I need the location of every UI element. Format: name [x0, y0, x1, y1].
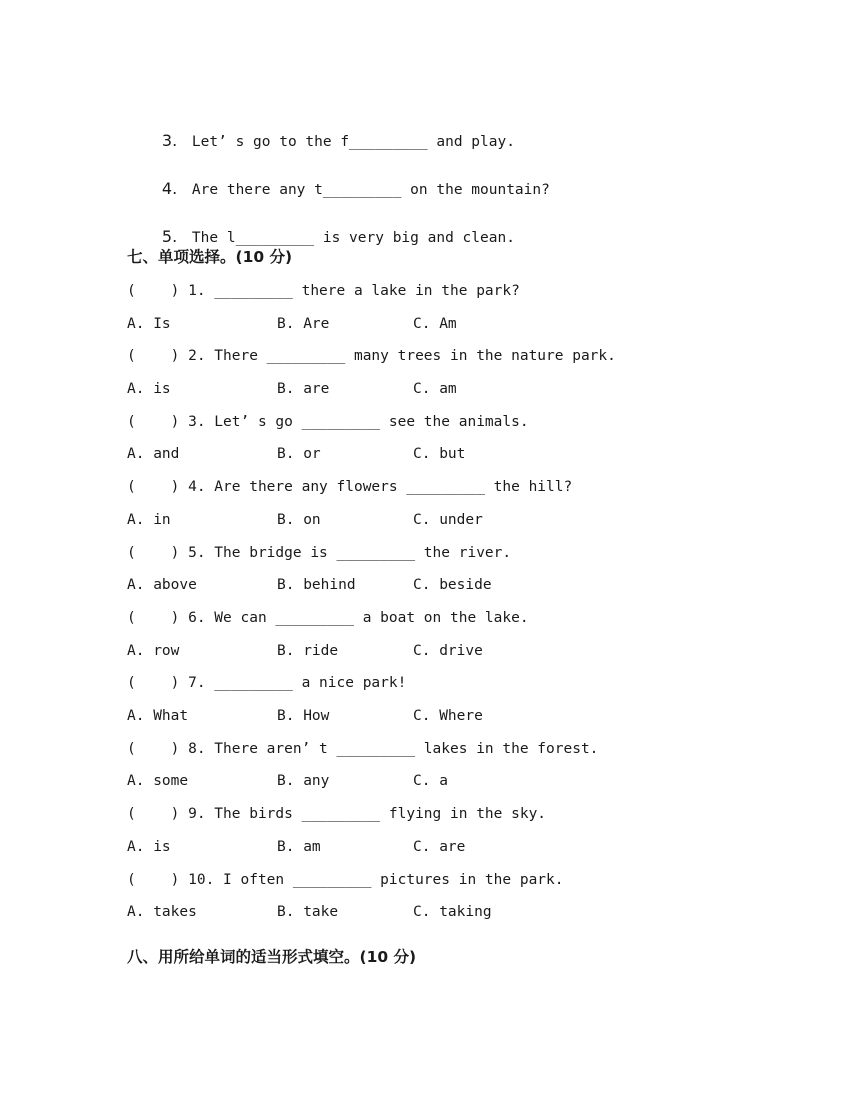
option-c: C. are — [413, 838, 466, 855]
item-text: The l_________ is very big and clean. — [191, 230, 515, 246]
option-b: B. How — [277, 708, 330, 725]
question-stem: ( ) 3. Let’ s go _________ see the animals. — [127, 413, 529, 430]
fill-blank-item-4 — [127, 153, 550, 198]
question-item — [127, 541, 827, 606]
option-a: A. takes — [127, 904, 197, 921]
item-text: Are there any t_________ on the mountain? — [191, 182, 550, 198]
question-stem: ( ) 4. Are there any flowers _________ the hill? — [127, 479, 573, 496]
question-stem: ( ) 8. There aren’ t _________ lakes in the forest. — [127, 740, 599, 757]
answer-options — [127, 377, 827, 401]
answer-options — [127, 769, 827, 793]
option-b: B. behind — [277, 577, 356, 594]
option-a: A. is — [127, 838, 171, 855]
option-c: C. drive — [413, 642, 483, 659]
question-stem: ( ) 6. We can _________ a boat on the lake. — [127, 609, 529, 626]
option-a: A. and — [127, 446, 180, 463]
multiple-choice-list — [127, 279, 827, 933]
fill-blank-item-3 — [127, 105, 515, 150]
option-c: C. a — [413, 773, 448, 790]
question-item — [127, 279, 827, 344]
option-a: A. Is — [127, 315, 171, 332]
option-b: B. am — [277, 838, 321, 855]
option-b: B. ride — [277, 642, 339, 659]
option-b: B. Are — [277, 315, 330, 332]
answer-options — [127, 639, 827, 663]
item-number: 4. — [161, 179, 178, 198]
fill-blank-item-5 — [127, 201, 515, 246]
question-stem: ( ) 1. _________ there a lake in the park? — [127, 283, 520, 299]
option-c: C. taking — [413, 904, 492, 921]
question-stem: ( ) 10. I often _________ pictures in the park. — [127, 871, 564, 888]
question-item — [127, 802, 827, 867]
option-a: A. in — [127, 511, 171, 528]
question-item — [127, 475, 827, 540]
option-c: C. Am — [413, 315, 457, 332]
question-item — [127, 410, 827, 475]
option-a: A. above — [127, 577, 197, 594]
question-item — [127, 606, 827, 671]
item-number: 3. — [161, 131, 178, 150]
answer-options — [127, 704, 827, 728]
option-c: C. beside — [413, 577, 492, 594]
option-c: C. under — [413, 511, 483, 528]
option-a: A. is — [127, 381, 171, 398]
option-b: B. are — [277, 381, 330, 398]
item-number: 5. — [161, 227, 178, 246]
answer-options — [127, 312, 827, 336]
option-c: C. am — [413, 381, 457, 398]
section-heading-multiple-choice: 七、单项选择。(10 分) — [127, 248, 293, 266]
option-c: C. but — [413, 446, 466, 463]
answer-options — [127, 508, 827, 532]
question-item — [127, 868, 827, 933]
question-item — [127, 737, 827, 802]
question-stem: ( ) 9. The birds _________ flying in the sky. — [127, 806, 547, 823]
answer-options — [127, 835, 827, 859]
option-a: A. row — [127, 642, 180, 659]
option-a: A. some — [127, 773, 189, 790]
question-item — [127, 671, 827, 736]
item-text: Let’ s go to the f_________ and play. — [191, 134, 515, 150]
question-stem: ( ) 7. _________ a nice park! — [127, 675, 407, 692]
answer-options — [127, 442, 827, 466]
question-item — [127, 344, 827, 409]
section-heading-word-forms: 八、用所给单词的适当形式填空。(10 分) — [127, 948, 417, 966]
option-c: C. Where — [413, 708, 483, 725]
question-stem: ( ) 2. There _________ many trees in the nature park. — [127, 348, 616, 365]
answer-options — [127, 573, 827, 597]
option-b: B. on — [277, 511, 321, 528]
option-b: B. any — [277, 773, 330, 790]
question-stem: ( ) 5. The bridge is _________ the river. — [127, 544, 512, 561]
option-a: A. What — [127, 708, 189, 725]
option-b: B. take — [277, 904, 339, 921]
option-b: B. or — [277, 446, 321, 463]
answer-options — [127, 900, 827, 924]
